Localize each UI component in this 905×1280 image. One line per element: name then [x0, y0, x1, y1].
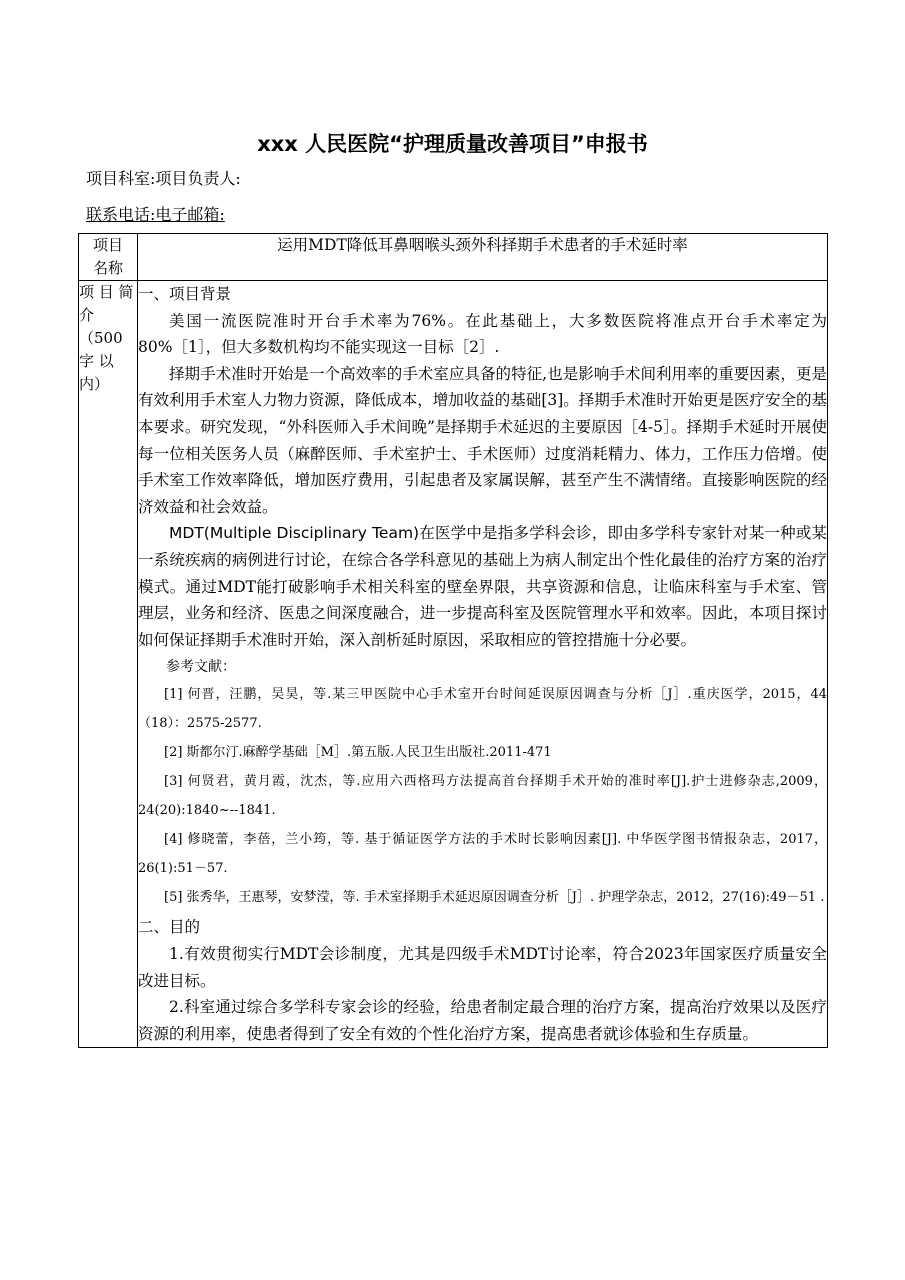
project-intro-label: 项 目 简介（500 字 以 内）: [79, 281, 138, 1048]
contact-email-line: 联系电话:电子邮箱:: [86, 205, 225, 224]
paragraph-2: 择期手术准时开始是一个高效率的手术室应具备的特征,也是影响手术间利用率的重要因素，更是有效利用手术室人力物力资源，降低成本，增加收益的基础[3]。择期手术准时开始更是医疗安全的基本要求。研究发现，“外科医师入手术间晚”是择期手术延迟的主要原因［4-5］。择期手术延时开展使每一位相关医务人员（麻醉医师、手术室护士、手术医师）过度消耗精力、体力，工作压力倍增。使手术室工作效率降低，增加医疗费用，引起患者及家属误解，甚至产生不满情绪。直接影响医院的经济效益和社会效益。: [138, 364, 827, 516]
goal-1: 1.有效贯彻实行MDT会诊制度，尤其是四级手术MDT讨论率，符合2023年国家医疗质量安全改进目标。: [138, 944, 827, 990]
goal-2: 2.科室通过综合多学科专家会诊的经验，给患者制定最合理的治疗方案，提高治疗效果以及医疗资源的利用率，使患者得到了安全有效的个性化治疗方案，提高患者就诊体验和生存质量。: [138, 998, 827, 1043]
project-name-label: 项目 名称: [79, 234, 138, 281]
paragraph-1: 美国一流医院准时开台手术率为76%。在此基础上，大多数医院将准点开台手术率定为80%［1］，但大多数机构均不能实现这一目标［2］.: [138, 311, 827, 357]
project-intro-content: [138, 281, 828, 1048]
reference-item: [4] 修晓蕾，李蓓，兰小筠，等. 基于循证医学方法的手术时长影响因素[J]. 中华医学图书情报杂志，2017，26(1):51－57.: [138, 832, 827, 877]
section-heading-background: 一、项目背景: [138, 285, 232, 303]
mdt-definition-text: MDT(Multiple Disciplinary Team)在医学中是指多学科会诊，即由多学科专家针对某一种或某一系统疾病的病例进行讨论，在综合各学科意见的基础上为病人制定出个性化最佳的治疗方案的治疗模式。: [138, 524, 827, 596]
references-heading: 参考文献：: [166, 659, 236, 676]
paragraph-3: [138, 520, 827, 653]
reference-item: [5] 张秀华，王惠琴，安梦滢，等. 手术室择期手术延迟原因调查分析［J］. 护理学杂志，2012，27(16):49－51 .: [164, 890, 825, 906]
application-form-table: [78, 233, 828, 1048]
project-name-row: [79, 234, 828, 281]
project-intro-row: [79, 281, 828, 1048]
reference-item: [2] 斯都尔汀.麻醉学基础［M］.第五版.人民卫生出版社.2011-471: [164, 745, 552, 761]
reference-item: [1] 何晋，汪鹏，吴昊，等.某三甲医院中心手术室开台时间延误原因调查与分析［J］.重庆医学，2015，44（18）：2575-2577.: [138, 687, 827, 732]
project-name-value: 运用MDT降低耳鼻咽喉头颈外科择期手术患者的手术延时率: [138, 234, 828, 281]
document-title: xxx 人民医院“护理质量改善项目”申报书: [257, 132, 648, 156]
reference-item: [3] 何贤君，黄月霞，沈杰，等.应用六西格玛方法提高首台择期手术开始的准时率[J].护士进修杂志,2009，24(20):1840~--1841.: [138, 774, 827, 819]
department-leader-line: 项目科室:项目负责人:: [86, 169, 241, 188]
mdt-benefit-text: 通过MDT能打破影响手术相关科室的壁垒界限，共享资源和信息，让临床科室与手术室、管理层，业务和经济、医患之间深度融合，进一步提高科室及医院管理水平和效率。因此，本项目探讨如何保证择期手术准时开始，深入剖析延时原因，采取相应的管控措施十分必要。: [138, 577, 827, 649]
section-heading-purpose: 二、目的: [138, 918, 201, 937]
